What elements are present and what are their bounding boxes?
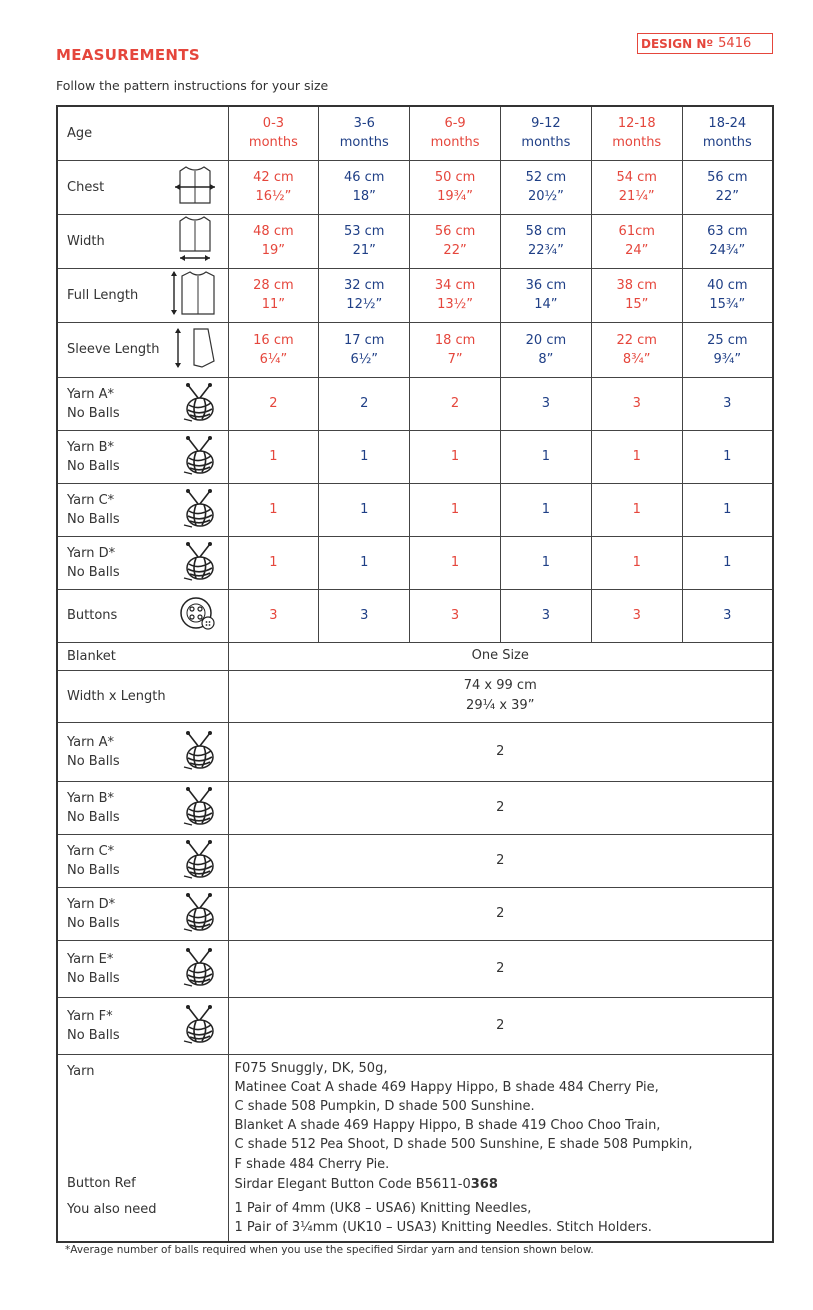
- yarn-ball-icon: [180, 729, 218, 775]
- row-label: Yarn E*: [67, 951, 114, 967]
- blanket-yarn-value-cell: [228, 834, 773, 887]
- row-label: No Balls: [67, 511, 120, 527]
- row-label: Yarn C*: [67, 492, 115, 508]
- cell-value: months: [612, 135, 662, 151]
- row-label-cell: [57, 483, 228, 536]
- row-label: No Balls: [67, 970, 120, 986]
- row-label: Yarn D*: [67, 896, 116, 912]
- also-need-line: 1 Pair of 4mm (UK8 – USA6) Knitting Needles,: [234, 1200, 532, 1216]
- value-cell: [682, 377, 773, 430]
- row-label: Yarn B*: [67, 790, 115, 806]
- cell-value: 48 cm: [253, 224, 294, 239]
- row-label: Chest: [67, 179, 105, 195]
- value-cell: [319, 214, 410, 268]
- cell-value: 24”: [625, 243, 649, 258]
- buttons-row: [57, 589, 773, 642]
- value-cell: [682, 214, 773, 268]
- cell-value: 1: [541, 449, 551, 464]
- value-cell: [500, 536, 591, 589]
- cell-value: 2: [360, 396, 369, 411]
- design-label: DESIGN Nº: [641, 36, 714, 51]
- button-ref-text: Sirdar Elegant Button Code B5611-0: [234, 1176, 471, 1192]
- cell-value: 1: [360, 449, 369, 464]
- value-cell: [591, 377, 682, 430]
- yarn-ball-icon: [180, 434, 218, 480]
- cell-value: 19”: [261, 243, 286, 258]
- cell-value: 12½”: [346, 297, 383, 312]
- cell-value: 9¾”: [713, 351, 742, 367]
- row-label-cell: [57, 940, 228, 997]
- value-cell: [500, 160, 591, 214]
- blanket-yarn-value: 2: [496, 743, 505, 759]
- row-label: Full Length: [67, 287, 139, 303]
- cell-value: 8¾”: [622, 351, 651, 367]
- value-cell: [228, 214, 319, 268]
- cell-value: 21¼”: [618, 189, 655, 204]
- row-label-cell: [57, 670, 228, 722]
- page-title: MEASUREMENTS: [56, 46, 200, 64]
- value-cell: [319, 589, 410, 642]
- value-cell: [591, 430, 682, 483]
- cell-value: 22”: [443, 243, 467, 258]
- cell-value: 3: [269, 608, 278, 623]
- row-label: Age: [67, 125, 93, 141]
- row-label: No Balls: [67, 1027, 120, 1043]
- blanket-row: [57, 642, 773, 670]
- row-label-cell: [57, 642, 228, 670]
- row-label: Yarn D*: [67, 545, 116, 561]
- value-cell: [228, 483, 319, 536]
- cell-value: 3: [723, 396, 732, 411]
- yarn-c-row: [57, 483, 773, 536]
- cell-value: 18-24: [708, 116, 747, 132]
- yarn-line: C shade 508 Pumpkin, D shade 500 Sunshine.: [234, 1098, 535, 1114]
- button-ref-line: [235, 1175, 767, 1194]
- cell-value: months: [339, 135, 389, 151]
- cell-value: 25 cm: [707, 332, 748, 348]
- cell-value: 8”: [538, 351, 554, 367]
- row-label: Yarn A*: [67, 386, 114, 402]
- cell-value: 63 cm: [707, 224, 748, 239]
- value-cell: [591, 268, 682, 322]
- yarn-ball-icon: [180, 946, 218, 992]
- cell-value: 1: [269, 502, 278, 517]
- sleeve-length-row: [57, 322, 773, 377]
- cell-value: 1: [632, 502, 641, 517]
- cell-value: months: [702, 135, 752, 151]
- cell-value: 52 cm: [525, 170, 567, 185]
- cell-value: 13½”: [437, 297, 474, 312]
- yarn-d-row: [57, 536, 773, 589]
- width-measure-icon: [172, 215, 218, 267]
- row-label: No Balls: [67, 809, 120, 825]
- value-cell: [500, 377, 591, 430]
- cell-value: 61cm: [618, 224, 655, 239]
- cell-value: 19¾”: [437, 189, 474, 204]
- yarn-ball-icon: [180, 785, 218, 831]
- row-label: Sleeve Length: [67, 342, 160, 357]
- intro-text: Follow the pattern instructions for your size: [56, 78, 329, 93]
- value-cell: [410, 160, 501, 214]
- value-cell: [228, 322, 319, 377]
- cell-value: 3-6: [353, 116, 375, 132]
- value-cell: [410, 589, 501, 642]
- blanket-yarn-row: [57, 834, 773, 887]
- also-need-line: 1 Pair of 3¼mm (UK10 – USA3) Knitting Needles. Stitch Holders.: [234, 1220, 652, 1236]
- value-cell: [319, 536, 410, 589]
- yarn-line: F075 Snuggly, DK, 50g,: [234, 1060, 388, 1076]
- blanket-yarn-row: [57, 997, 773, 1054]
- blanket-yarn-value: 2: [496, 1017, 505, 1033]
- yarn-ball-icon: [180, 891, 218, 937]
- cell-value: 38 cm: [616, 278, 657, 293]
- blanket-yarn-row: [57, 940, 773, 997]
- blanket-yarn-row: [57, 781, 773, 834]
- chest-measure-icon: [172, 163, 218, 211]
- yarn-ball-icon: [180, 540, 218, 586]
- cell-value: 20 cm: [525, 332, 567, 348]
- cell-value: 3: [723, 608, 732, 623]
- row-label: No Balls: [67, 564, 120, 580]
- value-cell: [319, 106, 410, 160]
- blanket-yarn-value-cell: [228, 887, 773, 940]
- value-cell: [410, 106, 501, 160]
- value-cell: [500, 483, 591, 536]
- value-cell: [682, 430, 773, 483]
- cell-value: 1: [269, 449, 278, 464]
- value-cell: [682, 589, 773, 642]
- yarn-line: C shade 512 Pea Shoot, D shade 500 Sunshine, E shade 508 Pumpkin,: [234, 1137, 693, 1153]
- yarn-ball-icon: [180, 1003, 218, 1049]
- cell-value: months: [521, 135, 571, 151]
- row-label: No Balls: [67, 405, 120, 421]
- row-label-cell: [57, 430, 228, 483]
- cell-value: 7”: [447, 351, 463, 367]
- cell-value: 54 cm: [616, 170, 657, 185]
- cell-value: 28 cm: [253, 278, 294, 293]
- blanket-yarn-value: 2: [496, 799, 505, 815]
- value-cell: [591, 160, 682, 214]
- yarn-info-text: [228, 1054, 773, 1242]
- blanket-yarn-value-cell: [228, 997, 773, 1054]
- row-label-cell: [57, 160, 228, 214]
- cell-value: 1: [360, 555, 369, 570]
- row-label-cell: [57, 377, 228, 430]
- button-ref-code: 368: [470, 1176, 498, 1192]
- cell-value: 42 cm: [253, 170, 294, 185]
- value-cell: [682, 160, 773, 214]
- cell-value: 3: [632, 396, 641, 411]
- row-label-cell: [57, 268, 228, 322]
- value-cell: [500, 589, 591, 642]
- value-cell: [682, 536, 773, 589]
- value-cell: [319, 430, 410, 483]
- blanket-yarn-row: [57, 887, 773, 940]
- row-label-cell: [57, 214, 228, 268]
- cell-value: 22 cm: [616, 332, 657, 348]
- cell-value: 1: [541, 555, 551, 570]
- value-cell: [682, 322, 773, 377]
- row-label: Yarn C*: [67, 843, 115, 859]
- value-cell: [228, 160, 319, 214]
- yarn-ball-icon: [180, 838, 218, 884]
- row-label: Buttons: [67, 608, 118, 623]
- blanket-size: One Size: [471, 648, 529, 663]
- cell-value: 1: [541, 502, 551, 517]
- row-label-cell: [57, 997, 228, 1054]
- also-need-label: You also need: [67, 1201, 157, 1217]
- value-cell: [228, 430, 319, 483]
- yarn-info-row: [57, 1054, 773, 1242]
- value-cell: [591, 322, 682, 377]
- cell-value: 40 cm: [707, 278, 748, 293]
- value-cell: [319, 377, 410, 430]
- value-cell: [682, 268, 773, 322]
- cell-value: 1: [723, 449, 732, 464]
- yarn-label: Yarn: [67, 1063, 95, 1079]
- blanket-yarn-value: 2: [496, 960, 505, 976]
- value-cell: [682, 106, 773, 160]
- cell-value: 9-12: [531, 116, 561, 132]
- also-need-lines: [235, 1199, 767, 1237]
- blanket-dimension-in: 29¼ x 39”: [466, 698, 535, 713]
- cell-value: 1: [632, 555, 641, 570]
- cell-value: 0-3: [262, 116, 285, 132]
- sleeve-measure-icon: [172, 325, 218, 375]
- row-label: Yarn A*: [67, 734, 114, 750]
- buttons-icon: [178, 596, 218, 636]
- value-cell: [228, 268, 319, 322]
- row-label-cell: [57, 722, 228, 781]
- yarn-line: Matinee Coat A shade 469 Happy Hippo, B shade 484 Cherry Pie,: [234, 1079, 659, 1095]
- yarn-line: F shade 484 Cherry Pie.: [234, 1156, 390, 1172]
- value-cell: [410, 377, 501, 430]
- cell-value: 2: [269, 396, 278, 411]
- blanket-size-cell: [228, 642, 773, 670]
- cell-value: 34 cm: [434, 278, 476, 293]
- blanket-dimensions-cell: [228, 670, 773, 722]
- blanket-yarn-value-cell: [228, 722, 773, 781]
- blanket-yarn-value: 2: [496, 905, 505, 921]
- blanket-yarn-value: 2: [496, 852, 505, 868]
- row-label: No Balls: [67, 753, 120, 769]
- cell-value: 3: [450, 608, 460, 623]
- chest-row: [57, 160, 773, 214]
- value-cell: [500, 214, 591, 268]
- value-cell: [228, 536, 319, 589]
- length-measure-icon: [168, 268, 218, 322]
- cell-value: 2: [450, 396, 460, 411]
- row-label-cell: [57, 781, 228, 834]
- yarn-ball-icon: [180, 487, 218, 533]
- value-cell: [591, 589, 682, 642]
- cell-value: 1: [269, 555, 278, 570]
- cell-value: 12-18: [617, 116, 656, 132]
- cell-value: 1: [450, 502, 460, 517]
- value-cell: [500, 322, 591, 377]
- row-label-cell: [57, 589, 228, 642]
- value-cell: [682, 483, 773, 536]
- cell-value: 1: [450, 449, 460, 464]
- value-cell: [228, 106, 319, 160]
- yarn-b-row: [57, 430, 773, 483]
- cell-value: 53 cm: [343, 224, 385, 239]
- full-length-row: [57, 268, 773, 322]
- design-number: 5416: [718, 36, 752, 51]
- value-cell: [410, 536, 501, 589]
- row-label-cell: [57, 834, 228, 887]
- value-cell: [500, 430, 591, 483]
- value-cell: [591, 536, 682, 589]
- cell-value: 22¾”: [527, 243, 564, 258]
- cell-value: 16 cm: [253, 332, 294, 348]
- cell-value: 18”: [352, 189, 376, 204]
- row-label: Width x Length: [67, 688, 166, 704]
- value-cell: [319, 160, 410, 214]
- row-label: Yarn B*: [67, 439, 115, 455]
- row-label-cell: [57, 536, 228, 589]
- value-cell: [591, 483, 682, 536]
- row-label: No Balls: [67, 458, 120, 474]
- value-cell: [500, 268, 591, 322]
- row-label: No Balls: [67, 915, 120, 931]
- cell-value: 3: [360, 608, 369, 623]
- yarn-line: Blanket A shade 469 Happy Hippo, B shade 419 Choo Choo Train,: [234, 1118, 661, 1134]
- cell-value: months: [248, 135, 298, 151]
- cell-value: 22”: [715, 189, 739, 204]
- cell-value: 21”: [352, 243, 376, 258]
- cell-value: 24¾”: [709, 243, 746, 258]
- cell-value: 32 cm: [343, 278, 385, 293]
- row-label-cell: [57, 887, 228, 940]
- cell-value: 11”: [261, 297, 286, 312]
- cell-value: 15¾”: [709, 297, 746, 312]
- cell-value: months: [430, 135, 480, 151]
- cell-value: 3: [541, 608, 551, 623]
- value-cell: [228, 377, 319, 430]
- row-label: Blanket: [67, 648, 116, 664]
- value-cell: [319, 268, 410, 322]
- cell-value: 20½”: [527, 189, 564, 204]
- value-cell: [410, 430, 501, 483]
- value-cell: [410, 268, 501, 322]
- value-cell: [591, 214, 682, 268]
- row-label-cell: [57, 322, 228, 377]
- cell-value: 1: [360, 502, 369, 517]
- value-cell: [500, 106, 591, 160]
- cell-value: 1: [632, 449, 641, 464]
- blanket-yarn-value-cell: [228, 940, 773, 997]
- cell-value: 18 cm: [434, 332, 476, 348]
- cell-value: 46 cm: [343, 170, 385, 185]
- cell-value: 1: [450, 555, 460, 570]
- blanket-yarn-row: [57, 722, 773, 781]
- cell-value: 36 cm: [525, 278, 567, 293]
- cell-value: 56 cm: [707, 170, 748, 185]
- value-cell: [410, 214, 501, 268]
- cell-value: 6-9: [444, 116, 466, 132]
- cell-value: 14”: [534, 297, 558, 312]
- yarn-info-labels: [57, 1054, 228, 1242]
- value-cell: [410, 483, 501, 536]
- value-cell: [410, 322, 501, 377]
- value-cell: [228, 589, 319, 642]
- cell-value: 3: [632, 608, 641, 623]
- row-label: No Balls: [67, 862, 120, 878]
- row-label: Yarn F*: [67, 1008, 113, 1024]
- value-cell: [591, 106, 682, 160]
- measurements-table: [56, 105, 774, 1243]
- width-row: [57, 214, 773, 268]
- value-cell: [319, 322, 410, 377]
- cell-value: 15”: [625, 297, 649, 312]
- yarn-ball-icon: [180, 381, 218, 427]
- design-number-badge: [637, 33, 773, 54]
- yarn-a-row: [57, 377, 773, 430]
- row-label: Width: [67, 233, 105, 249]
- button-ref-label: Button Ref: [67, 1175, 136, 1191]
- value-cell: [319, 483, 410, 536]
- cell-value: 16½”: [255, 189, 292, 204]
- cell-value: 50 cm: [434, 170, 476, 185]
- cell-value: 17 cm: [343, 332, 385, 348]
- cell-value: 58 cm: [525, 224, 567, 239]
- blanket-yarn-value-cell: [228, 781, 773, 834]
- blanket-dimension-cm: 74 x 99 cm: [463, 678, 537, 693]
- cell-value: 1: [723, 555, 732, 570]
- footnote: *Average number of balls required when you use the specified Sirdar yarn and tension shown below.: [65, 1244, 594, 1256]
- cell-value: 1: [723, 502, 732, 517]
- cell-value: 3: [541, 396, 551, 411]
- cell-value: 56 cm: [434, 224, 476, 239]
- cell-value: 6½”: [350, 351, 379, 367]
- age-row: [57, 106, 773, 160]
- blanket-dimensions-row: [57, 670, 773, 722]
- cell-value: 6¼”: [259, 351, 288, 367]
- row-label-cell: [57, 106, 228, 160]
